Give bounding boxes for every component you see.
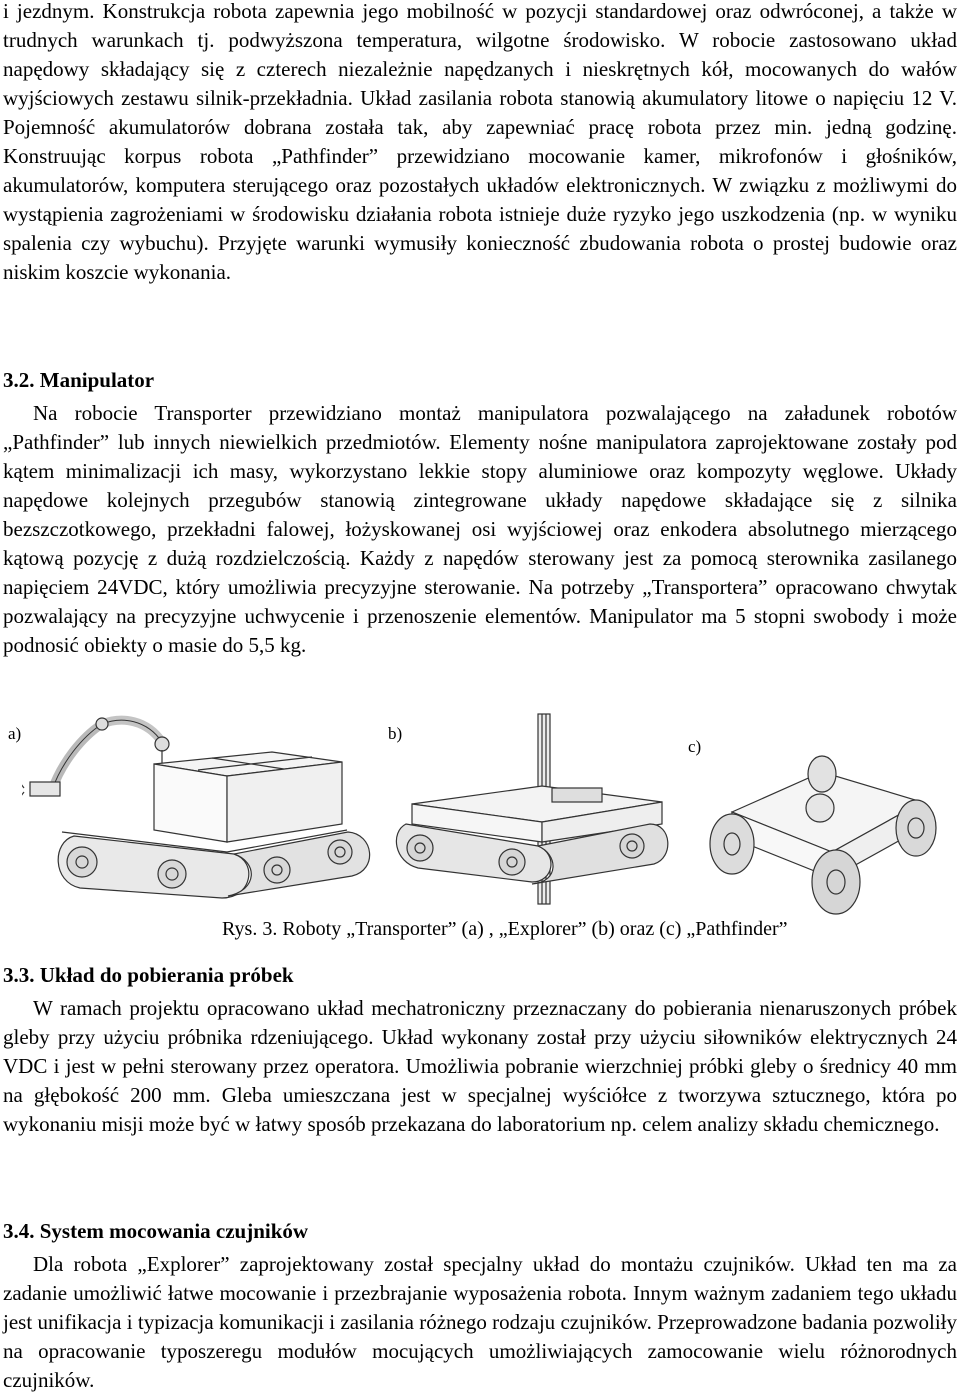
pathfinder-robot-image xyxy=(702,752,938,916)
figure-caption: Rys. 3. Roboty „Transporter” (a) , „Explorer” (b) oraz (c) „Pathfinder” xyxy=(222,918,788,940)
section-body-sampling xyxy=(3,994,957,1139)
section-heading-sampling: 3.3. Układ do pobierania próbek xyxy=(3,963,294,987)
paragraph-intro xyxy=(3,0,957,287)
transporter-robot-image xyxy=(22,712,380,900)
explorer-robot-image xyxy=(392,712,674,908)
section-heading-manipulator: 3.2. Manipulator xyxy=(3,368,155,392)
paragraph-text: Dla robota „Explorer” zaprojektowany został specjalny układ do montażu czujników. Układ ten ma za zadanie umożliwić łatwe mocowanie i przezbrajanie wyposażenia robota. Innym ważnym zadaniem tego układu jest unifikacja i typizacja komunikacji i zasilania różnego rodzaju czujników. Przeprowadzone badania pozwoliły na opracowanie typoszeregu modułów mocujących umożliwiających zamocowanie wielu różnorodnych czujników. xyxy=(3,1252,957,1392)
paragraph-text: Na robocie Transporter przewidziano montaż manipulatora pozwalającego na załadunek robotów „Pathfinder” lub innych niewielkich przedmiotów. Elementy nośne manipulatora zaprojektowane zostały pod kątem minimalizacji ich masy, wykorzystano lekkie stopy aluminiowe oraz kompozyty węglowe. Układy napędowe kolejnych przegubów stanowią zintegrowane układy napędowe składające się z silnika bezszczotkowego, przekładni falowej, łożyskowanej osi wyjściowej oraz enkodera absolutnego mierzącego kątową pozycję z dużą rozdzielczością. Każdy z napędów sterowany jest za pomocą sterownika zasilanego napięciem 24VDC, który umożliwia precyzyjne sterowanie. Na potrzeby „Transportera” opracowano chwytak pozwalający na precyzyjne uchwycenie i przenoszenie elementów. Manipulator ma 5 stopni swobody i może podnosić obiekty o masie do 5,5 kg. xyxy=(3,401,957,657)
paragraph-text: W ramach projektu opracowano układ mechatroniczny przeznaczany do pobierania nienaruszonych próbek gleby przy użyciu próbnika rdzeniującego. Układ wykonany został przy użyciu siłowników elektrycznych 24 VDC i jest w pełni sterowany przez operatora. Umożliwia pobranie wierzchniej próbki gleby o średnicy 40 mm na głębokość 200 mm. Gleba umieszczana jest w specjalnej wyściółce z tworzywa sztucznego, która po wykonaniu misji może być w łatwy sposób przekazana do laboratorium np. celem analizy składu chemicznego. xyxy=(3,996,957,1136)
section-heading-sensor-mounting: 3.4. System mocowania czujników xyxy=(3,1219,309,1243)
figure-label-b: b) xyxy=(388,724,403,743)
figure-label-a: a) xyxy=(8,724,22,743)
section-body-sensor-mounting xyxy=(3,1250,957,1395)
paragraph-text: i jezdnym. Konstrukcja robota zapewnia jego mobilność w pozycji standardowej oraz odwróconej, a także w trudnych warunkach tj. podwyższona temperatura, wilgotne środowisko. W robocie zastosowano układ napędowy składający się z czterech niezależnie napędzanych i nieskrętnych kół, mocowanych do wałów wyjściowych zestawu silnik-przekładnia. Układ zasilania robota stanowią akumulatory litowe o napięciu 12 V. Pojemność akumulatorów dobrana została tak, aby zapewniać pracę robota przez min. jedną godzinę. Konstruując korpus robota „Pathfinder” przewidziano mocowanie kamer, mikrofonów i głośników, akumulatorów, komputera sterującego oraz pozostałych układów elektronicznych. W związku z możliwymi do wystąpienia zagrożeniami w środowisku działania robota istnieje duże ryzyko jego uszkodzenia (np. w wyniku spalenia czy wybuchu). Przyjęte warunki wymusiły konieczność zbudowania robota o prostej budowie oraz niskim koszcie wykonania. xyxy=(3,0,957,284)
figure-label-c: c) xyxy=(688,737,702,756)
section-body-manipulator xyxy=(3,399,957,660)
